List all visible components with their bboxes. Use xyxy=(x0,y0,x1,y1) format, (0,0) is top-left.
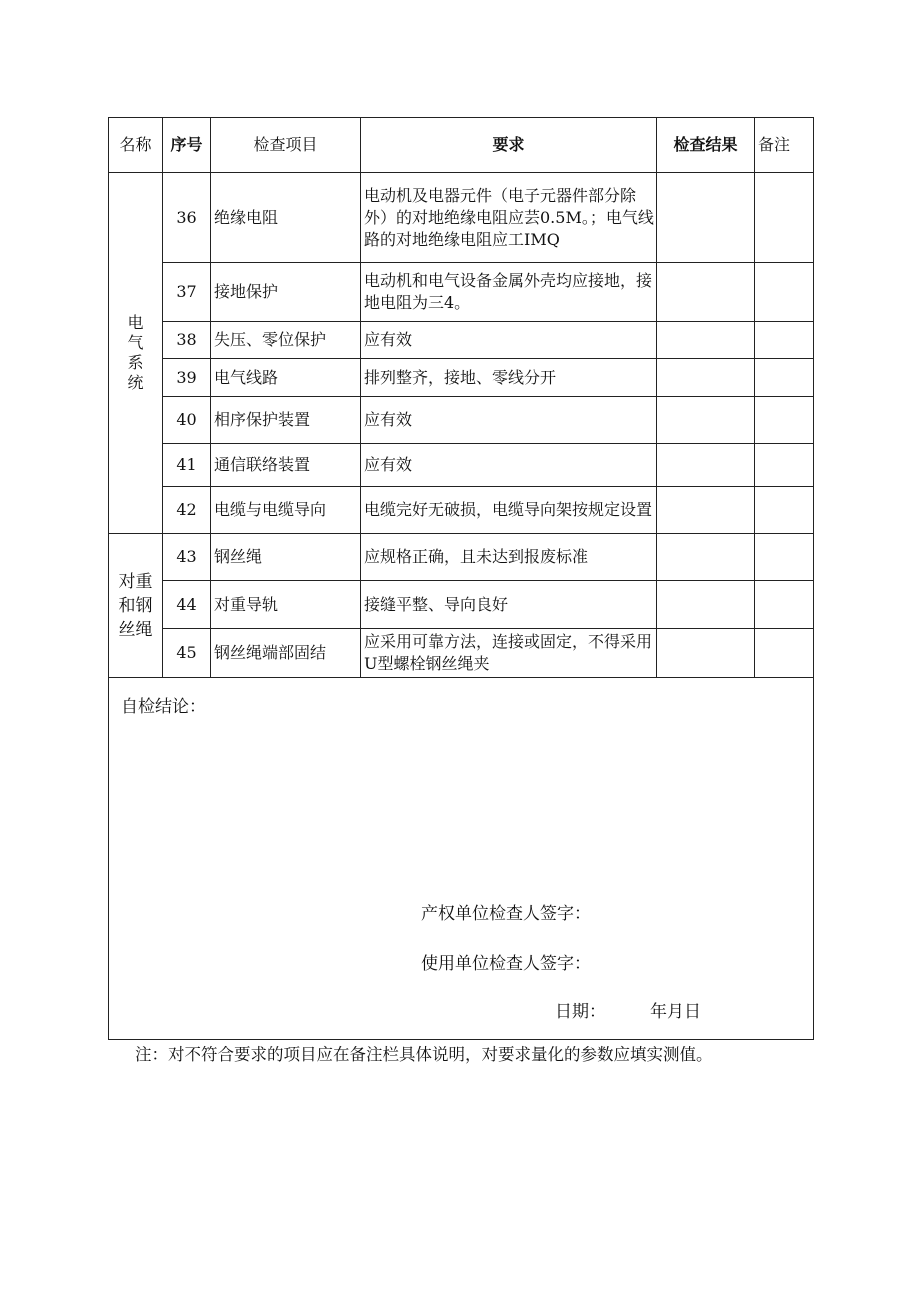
requirement-cell: 电动机和电气设备金属外壳均应接地，接地电阻为三4。 xyxy=(361,263,657,322)
requirement-cell: 排列整齐，接地、零线分开 xyxy=(361,359,657,397)
item-cell: 钢丝绳 xyxy=(211,534,361,581)
remark-cell[interactable] xyxy=(755,173,814,263)
table-row xyxy=(109,263,814,322)
result-cell[interactable] xyxy=(657,581,755,629)
table-row xyxy=(109,359,814,397)
requirement-cell: 电缆完好无破损，电缆导向架按规定设置 xyxy=(361,487,657,534)
remark-cell[interactable] xyxy=(755,322,814,359)
table-row xyxy=(109,487,814,534)
requirement-cell: 应采用可靠方法，连接或固定，不得采用U型螺栓钢丝绳夹 xyxy=(361,629,657,678)
requirement-cell: 电动机及电器元件（电子元器件部分除外）的对地绝缘电阻应芸0.5M。；电气线路的对地绝缘电阻应工IMQ xyxy=(361,173,657,263)
table-row xyxy=(109,322,814,359)
requirement-cell: 应有效 xyxy=(361,322,657,359)
seq-cell: 39 xyxy=(163,359,211,397)
seq-cell: 37 xyxy=(163,263,211,322)
item-cell: 绝缘电阻 xyxy=(211,173,361,263)
header-row xyxy=(109,118,814,173)
item-cell: 对重导轨 xyxy=(211,581,361,629)
header-seq: 序号 xyxy=(163,118,211,173)
result-cell[interactable] xyxy=(657,359,755,397)
remark-cell[interactable] xyxy=(755,534,814,581)
remark-cell[interactable] xyxy=(755,263,814,322)
table-row xyxy=(109,173,814,263)
seq-cell: 38 xyxy=(163,322,211,359)
remark-cell[interactable] xyxy=(755,487,814,534)
header-requirement: 要求 xyxy=(361,118,657,173)
table-row xyxy=(109,534,814,581)
user-signature-label: 使用单位检查人签字： xyxy=(421,954,591,974)
result-cell[interactable] xyxy=(657,322,755,359)
seq-cell: 45 xyxy=(163,629,211,678)
header-result: 检查结果 xyxy=(657,118,755,173)
result-cell[interactable] xyxy=(657,397,755,444)
table-row xyxy=(109,581,814,629)
group-counterweight: 对重和钢丝绳 xyxy=(109,534,163,678)
remark-cell[interactable] xyxy=(755,444,814,487)
owner-signature-label: 产权单位检查人签字： xyxy=(421,904,591,924)
item-cell: 失压、零位保护 xyxy=(211,322,361,359)
table-row xyxy=(109,629,814,678)
result-cell[interactable] xyxy=(657,534,755,581)
table-row xyxy=(109,444,814,487)
item-cell: 相序保护装置 xyxy=(211,397,361,444)
seq-cell: 41 xyxy=(163,444,211,487)
result-cell[interactable] xyxy=(657,173,755,263)
seq-cell: 44 xyxy=(163,581,211,629)
footnote: 注：对不符合要求的项目应在备注栏具体说明，对要求量化的参数应填实测值。 xyxy=(135,1045,713,1064)
result-cell[interactable] xyxy=(657,444,755,487)
item-cell: 电缆与电缆导向 xyxy=(211,487,361,534)
date-line xyxy=(555,1001,701,1023)
requirement-cell: 应有效 xyxy=(361,397,657,444)
result-cell[interactable] xyxy=(657,487,755,534)
seq-cell: 36 xyxy=(163,173,211,263)
remark-cell[interactable] xyxy=(755,397,814,444)
conclusion-label: 自检结论： xyxy=(121,697,206,717)
seq-cell: 42 xyxy=(163,487,211,534)
result-cell[interactable] xyxy=(657,263,755,322)
remark-cell[interactable] xyxy=(755,581,814,629)
group-electrical: 电气系统 xyxy=(109,173,163,534)
seq-cell: 40 xyxy=(163,397,211,444)
requirement-cell: 接缝平整、导向良好 xyxy=(361,581,657,629)
table-row xyxy=(109,397,814,444)
date-units: 年月日 xyxy=(650,1002,701,1022)
result-cell[interactable] xyxy=(657,629,755,678)
conclusion-cell[interactable] xyxy=(109,678,814,1040)
header-remark: 备注 xyxy=(755,118,814,173)
inspection-form xyxy=(108,117,813,1040)
header-item: 检查项目 xyxy=(211,118,361,173)
item-cell: 接地保护 xyxy=(211,263,361,322)
seq-cell: 43 xyxy=(163,534,211,581)
item-cell: 电气线路 xyxy=(211,359,361,397)
requirement-cell: 应规格正确，且未达到报废标准 xyxy=(361,534,657,581)
item-cell: 钢丝绳端部固结 xyxy=(211,629,361,678)
item-cell: 通信联络装置 xyxy=(211,444,361,487)
conclusion-row xyxy=(109,678,814,1040)
remark-cell[interactable] xyxy=(755,359,814,397)
requirement-cell: 应有效 xyxy=(361,444,657,487)
date-label: 日期： xyxy=(555,1002,606,1022)
remark-cell[interactable] xyxy=(755,629,814,678)
inspection-table xyxy=(108,117,814,1040)
header-name: 名称 xyxy=(109,118,163,173)
